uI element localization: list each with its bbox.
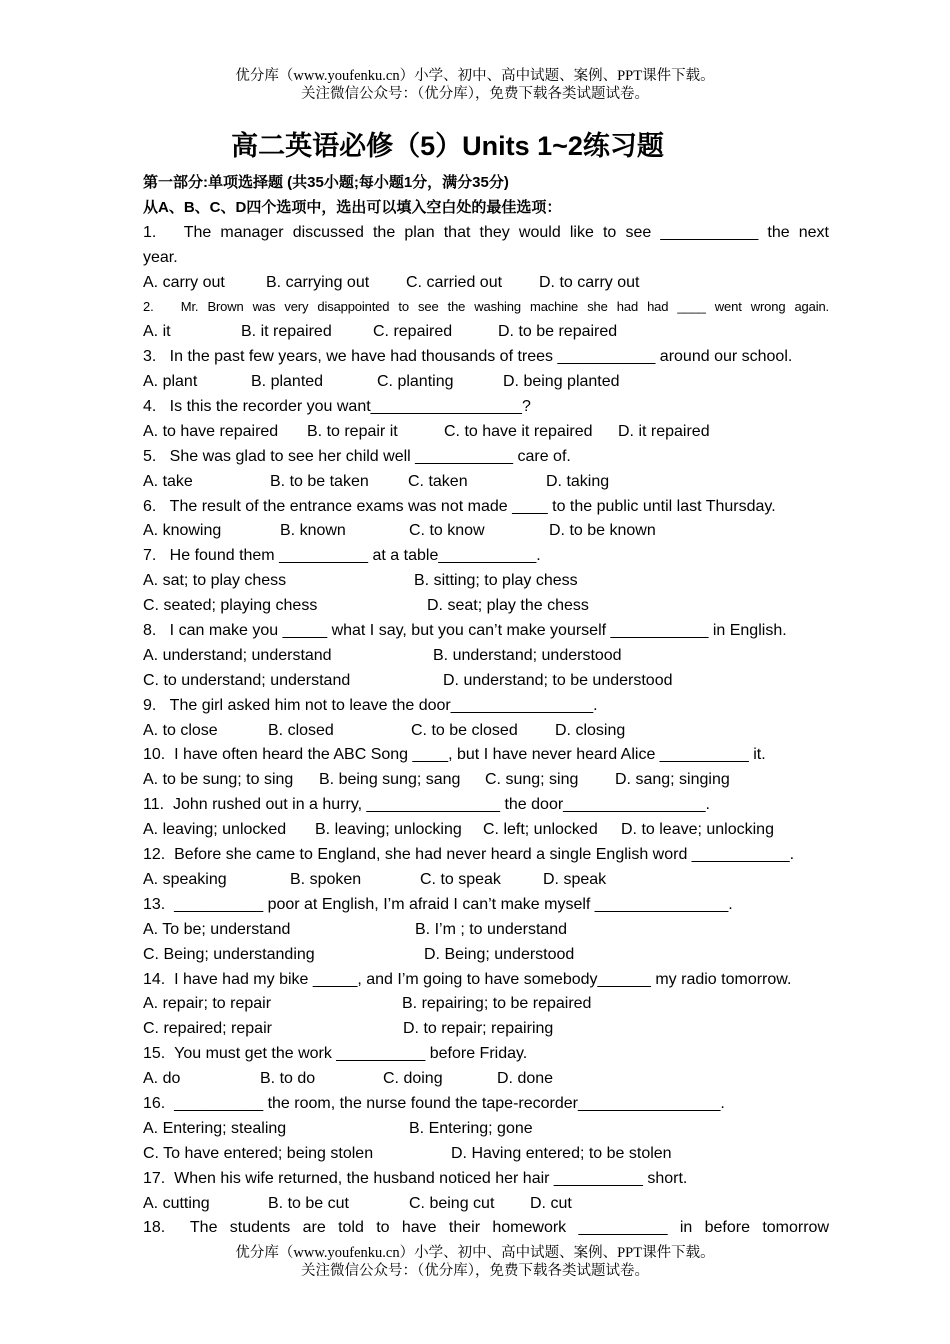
section-instruction: 从A、B、C、D四个选项中，选出可以填入空白处的最佳选项：	[143, 198, 562, 216]
option-b: B. repairing; to be repaired	[402, 995, 592, 1013]
option-a: A. repair; to repair	[143, 995, 272, 1013]
option-a: A. Entering; stealing	[143, 1119, 287, 1137]
question-17-stem: 17. When his wife returned, the husband noticed her hair __________ short.	[143, 1169, 688, 1187]
option-c: C. sung; sing	[485, 771, 579, 789]
question-8-options-ab	[143, 644, 829, 669]
option-d: D. to leave; unlocking	[621, 821, 774, 839]
option-a: A. to close	[143, 721, 218, 739]
option-d: D. it repaired	[618, 422, 710, 440]
option-c: C. to know	[409, 522, 485, 540]
question-16-options-ab	[143, 1117, 829, 1142]
option-d: D. to repair; repairing	[403, 1020, 554, 1038]
question-12-options	[143, 868, 829, 893]
question-8-stem: 8. I can make you _____ what I say, but you can’t make yourself ___________ in English.	[143, 622, 787, 640]
section-heading: 第一部分:单项选择题 (共35小题;每小题1分，满分35分)	[143, 174, 509, 191]
option-c: C. planting	[377, 373, 454, 391]
question-11-options	[143, 818, 829, 843]
option-d: D. Being; understood	[424, 945, 575, 963]
header-line-2: 关注微信公众号：（优分库），免费下载各类试题试卷。	[301, 86, 649, 102]
option-a: A. sat; to play chess	[143, 572, 287, 590]
option-d: D. seat; play the chess	[427, 597, 589, 615]
question-5-stem: 5. She was glad to see her child well ___________ care of.	[143, 447, 571, 465]
option-a: A. leaving; unlocked	[143, 821, 287, 839]
option-b: B. planted	[251, 373, 324, 391]
question-17-options	[143, 1192, 829, 1217]
option-d: D. taking	[546, 472, 610, 490]
question-2-options	[143, 320, 829, 345]
question-3-options	[143, 370, 829, 395]
option-c: C. to speak	[420, 870, 501, 888]
option-b: B. it repaired	[241, 323, 332, 341]
question-3-stem: 3. In the past few years, we have had thousands of trees ___________ around our school.	[143, 348, 793, 366]
option-c: C. doing	[383, 1070, 443, 1088]
question-9-options	[143, 719, 829, 744]
question-15-options	[143, 1067, 829, 1092]
option-a: A. do	[143, 1070, 181, 1088]
option-b: B. to repair it	[307, 422, 398, 440]
option-a: A. understand; understand	[143, 646, 332, 664]
option-b: B. sitting; to play chess	[414, 572, 578, 590]
option-a: A. plant	[143, 373, 198, 391]
option-c: C. Being; understanding	[143, 945, 315, 963]
option-c: C. repaired; repair	[143, 1020, 272, 1038]
option-c: C. taken	[408, 472, 468, 490]
page-header	[0, 67, 950, 103]
option-d: D. done	[497, 1070, 554, 1088]
option-c: C. to have it repaired	[444, 422, 593, 440]
question-14-options-ab	[143, 992, 829, 1017]
question-12-stem: 12. Before she came to England, she had never heard a single English word ___________.	[143, 846, 795, 864]
option-b: B. to be cut	[268, 1194, 349, 1212]
option-d: D. to carry out	[539, 273, 640, 291]
question-16-stem: 16. __________ the room, the nurse found the tape-recorder________________.	[143, 1094, 725, 1112]
question-2-stem: 2. Mr. Brown was very disappointed to see the washing machine she had had ____ went wrong again.	[143, 299, 829, 315]
option-a: A. To be; understand	[143, 920, 291, 938]
question-4-options	[143, 420, 829, 445]
question-1-stem-cont: year.	[143, 248, 178, 266]
option-b: B. Entering; gone	[409, 1119, 533, 1137]
question-8-options-cd	[143, 669, 829, 694]
question-7-stem: 7. He found them __________ at a table___________.	[143, 547, 541, 565]
page-title: 高二英语必修（5）Units 1~2练习题	[231, 131, 664, 161]
option-d: D. Having entered; to be stolen	[451, 1144, 672, 1162]
option-a: A. to have repaired	[143, 422, 279, 440]
page-footer	[0, 1244, 950, 1280]
question-18-stem: 18. The students are told to have their homework __________ in before tomorrow	[143, 1219, 829, 1237]
option-d: D. closing	[555, 721, 626, 739]
footer-line-1: 优分库（www.youfenku.cn）小学、初中、高中试题、案例、PPT课件下载。	[235, 1245, 715, 1261]
option-b: B. understand; understood	[433, 646, 622, 664]
option-d: D. understand; to be understood	[443, 671, 673, 689]
option-c: C. To have entered; being stolen	[143, 1144, 374, 1162]
option-b: B. carrying out	[266, 273, 370, 291]
option-b: B. to do	[260, 1070, 316, 1088]
question-6-options	[143, 519, 829, 544]
option-a: A. to be sung; to sing	[143, 771, 294, 789]
question-14-options-cd	[143, 1017, 829, 1042]
question-5-options	[143, 470, 829, 495]
question-11-stem: 11. John rushed out in a hurry, _______________ the door________________.	[143, 796, 710, 814]
option-d: D. sang; singing	[615, 771, 730, 789]
question-7-options-cd	[143, 594, 829, 619]
option-c: C. being cut	[409, 1194, 495, 1212]
question-list	[143, 171, 829, 1241]
question-4-stem: 4. Is this the recorder you want_________________?	[143, 398, 531, 416]
option-c: C. left; unlocked	[483, 821, 598, 839]
option-d: D. speak	[543, 870, 607, 888]
option-b: B. to be taken	[270, 472, 369, 490]
question-13-stem: 13. __________ poor at English, I’m afraid I can’t make myself _______________.	[143, 895, 733, 913]
option-b: B. spoken	[290, 870, 362, 888]
question-1-options	[143, 271, 829, 296]
option-a: A. take	[143, 472, 193, 490]
option-a: A. knowing	[143, 522, 222, 540]
option-b: B. leaving; unlocking	[315, 821, 462, 839]
question-14-stem: 14. I have had my bike _____, and I’m going to have somebody______ my radio tomorrow.	[143, 970, 792, 988]
question-10-stem: 10. I have often heard the ABC Song ____, but I have never heard Alice __________ it.	[143, 746, 766, 764]
question-6-stem: 6. The result of the entrance exams was not made ____ to the public until last Thursday.	[143, 497, 776, 515]
option-d: D. to be known	[549, 522, 656, 540]
option-d: D. being planted	[503, 373, 620, 391]
option-a: A. cutting	[143, 1194, 210, 1212]
question-9-stem: 9. The girl asked him not to leave the door________________.	[143, 696, 598, 714]
option-c: C. to be closed	[411, 721, 518, 739]
option-c: C. to understand; understand	[143, 671, 351, 689]
option-b: B. I’m ; to understand	[415, 920, 568, 938]
footer-line-2: 关注微信公众号：（优分库），免费下载各类试题试卷。	[301, 1263, 649, 1279]
option-a: A. speaking	[143, 870, 227, 888]
option-c: C. carried out	[406, 273, 503, 291]
question-10-options	[143, 768, 829, 793]
option-c: C. repaired	[373, 323, 453, 341]
question-13-options-ab	[143, 918, 829, 943]
question-1-stem: 1. The manager discussed the plan that they would like to see ___________ the next	[143, 223, 829, 241]
question-13-options-cd	[143, 943, 829, 968]
option-a: A. carry out	[143, 273, 225, 291]
option-b: B. known	[280, 522, 346, 540]
option-b: B. closed	[268, 721, 334, 739]
question-15-stem: 15. You must get the work __________ before Friday.	[143, 1045, 528, 1063]
option-d: D. cut	[530, 1194, 572, 1212]
question-7-options-ab	[143, 569, 829, 594]
option-d: D. to be repaired	[498, 323, 618, 341]
option-a: A. it	[143, 323, 171, 341]
option-c: C. seated; playing chess	[143, 597, 318, 615]
header-line-1: 优分库（www.youfenku.cn）小学、初中、高中试题、案例、PPT课件下载。	[235, 68, 715, 84]
question-16-options-cd	[143, 1142, 829, 1167]
option-b: B. being sung; sang	[319, 771, 461, 789]
